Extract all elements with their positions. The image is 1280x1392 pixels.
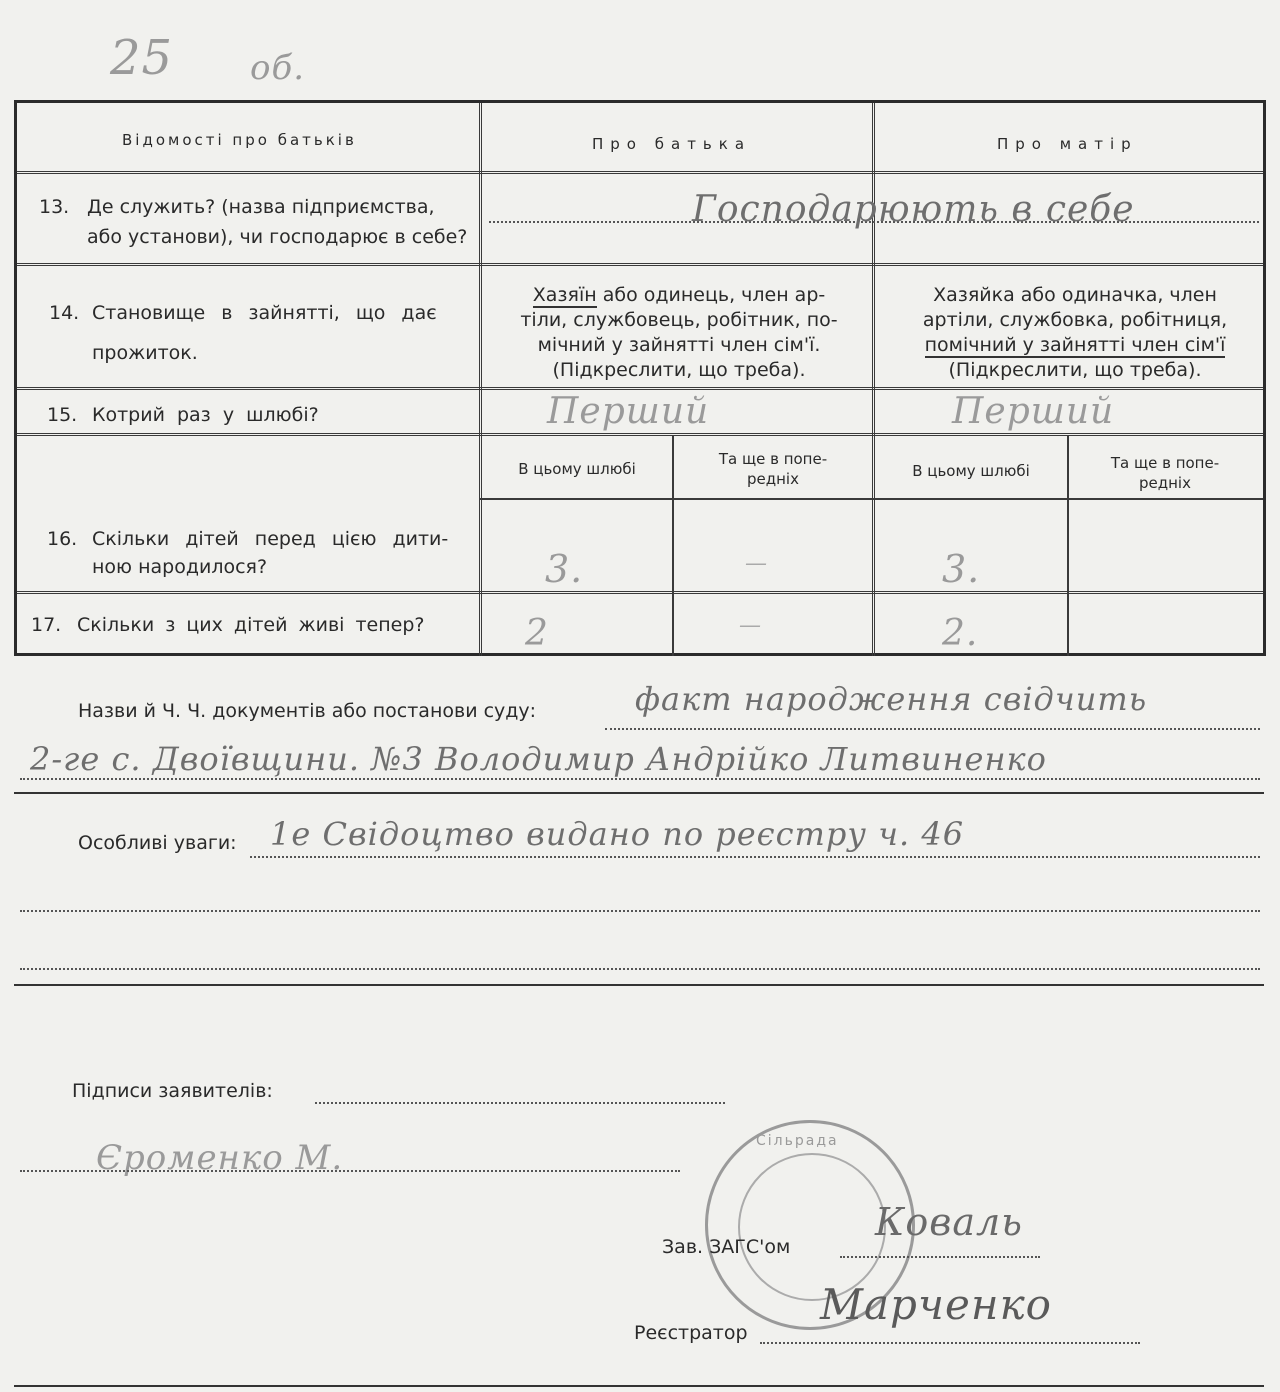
applicants-label: Підписи заявителів: <box>72 1080 273 1102</box>
parents-info-table <box>14 100 1266 656</box>
applicant-signature: Єроменко М. <box>96 1138 344 1178</box>
row14-mother-line1: Хазяйка або одиначка, член <box>933 284 1217 306</box>
page-mark: об. <box>250 48 306 88</box>
row13-number: 13. <box>39 196 70 218</box>
row13-answer: Господарюють в себе <box>692 189 1135 230</box>
row14-father-line4: (Підкреслити, що треба). <box>552 359 806 381</box>
row17-label: Скільки з цих дітей живі тепер? <box>77 614 425 636</box>
row16-father-prev-header <box>675 449 871 489</box>
page-number: 25 <box>110 30 174 86</box>
row14-father-options <box>501 283 857 383</box>
row14-mother-line3: помічний у зайнятті член сім'ї <box>924 334 1226 356</box>
head-label: Зав. ЗАГС'ом <box>662 1236 791 1258</box>
remarks-label: Особливі уваги: <box>78 832 237 854</box>
row16-mother-this: 3. <box>942 547 981 591</box>
stamp-text: Сільрада <box>756 1133 839 1149</box>
row14-label-line2: прожиток. <box>92 342 198 364</box>
row17-mother-this: 2. <box>942 613 979 654</box>
row16-father-this-header: В цьому шлюбі <box>518 460 636 478</box>
row16-father-prev-header-line1: Та ще в попе- <box>718 450 828 468</box>
row16-mother-this-header: В цьому шлюбі <box>912 462 1030 480</box>
stamp-inner-ring <box>738 1153 886 1301</box>
row15-mother-answer: Перший <box>952 391 1115 432</box>
row14-number: 14. <box>49 302 80 324</box>
header-info: Відомості про батьків <box>122 131 357 149</box>
row15-father-answer: Перший <box>547 391 710 432</box>
row14-father-line3: мічний у зайнятті член сім'ї. <box>537 334 821 356</box>
documents-handwritten-line1: факт народження свідчить <box>635 680 1148 718</box>
head-signature: Коваль <box>875 1200 1023 1244</box>
documents-handwritten-line2: 2-ге с. Двоївщини. №3 Володимир Андрійко Литвиненко <box>30 740 1047 778</box>
row16-father-prev: — <box>745 551 768 576</box>
header-father: Про батька <box>592 135 752 153</box>
row17-father-prev: — <box>739 613 762 638</box>
row16-mother-prev-header <box>1070 453 1260 493</box>
row14-mother-options <box>895 283 1255 383</box>
row13-label-line1: Де служить? (назва підприємства, <box>87 196 435 218</box>
row16-father-prev-header-line2: редніх <box>747 470 799 488</box>
row14-mother-line2: артіли, службовка, робітниця, <box>922 309 1228 331</box>
documents-label: Назви й Ч. Ч. документів або постанови суду: <box>78 700 537 722</box>
row14-mother-line4: (Підкреслити, що треба). <box>948 359 1202 381</box>
row15-number: 15. <box>47 404 78 426</box>
row17-number: 17. <box>31 614 62 636</box>
header-mother: Про матір <box>997 135 1138 153</box>
registrar-signature: Марченко <box>820 1280 1052 1329</box>
row16-father-this: 3. <box>545 547 584 591</box>
row16-mother-prev-header-line2: редніх <box>1139 474 1191 492</box>
row14-father-owner-underlined: Хазяїн <box>532 284 597 306</box>
row14-father-line1: або одинець, член ар- <box>602 284 826 306</box>
row14-label-line1: Становище в зайнятті, що дає <box>92 302 437 324</box>
row13-label-line2: або установи), чи господарює в себе? <box>87 226 468 248</box>
row16-label-line2: ною народилося? <box>92 556 268 578</box>
row16-mother-prev-header-line1: Та ще в попе- <box>1110 454 1220 472</box>
row16-number: 16. <box>47 528 78 550</box>
row16-label-line1: Скільки дітей перед цією дити- <box>92 528 449 550</box>
row15-label: Котрий раз у шлюбі? <box>92 404 319 426</box>
row17-father-this: 2 <box>525 613 549 654</box>
row14-father-line2: тіли, службовець, робітник, по- <box>520 309 838 331</box>
remarks-handwritten: 1е Свідоцтво видано по реєстру ч. 46 <box>270 815 965 853</box>
registrar-label: Реєстратор <box>634 1322 748 1344</box>
